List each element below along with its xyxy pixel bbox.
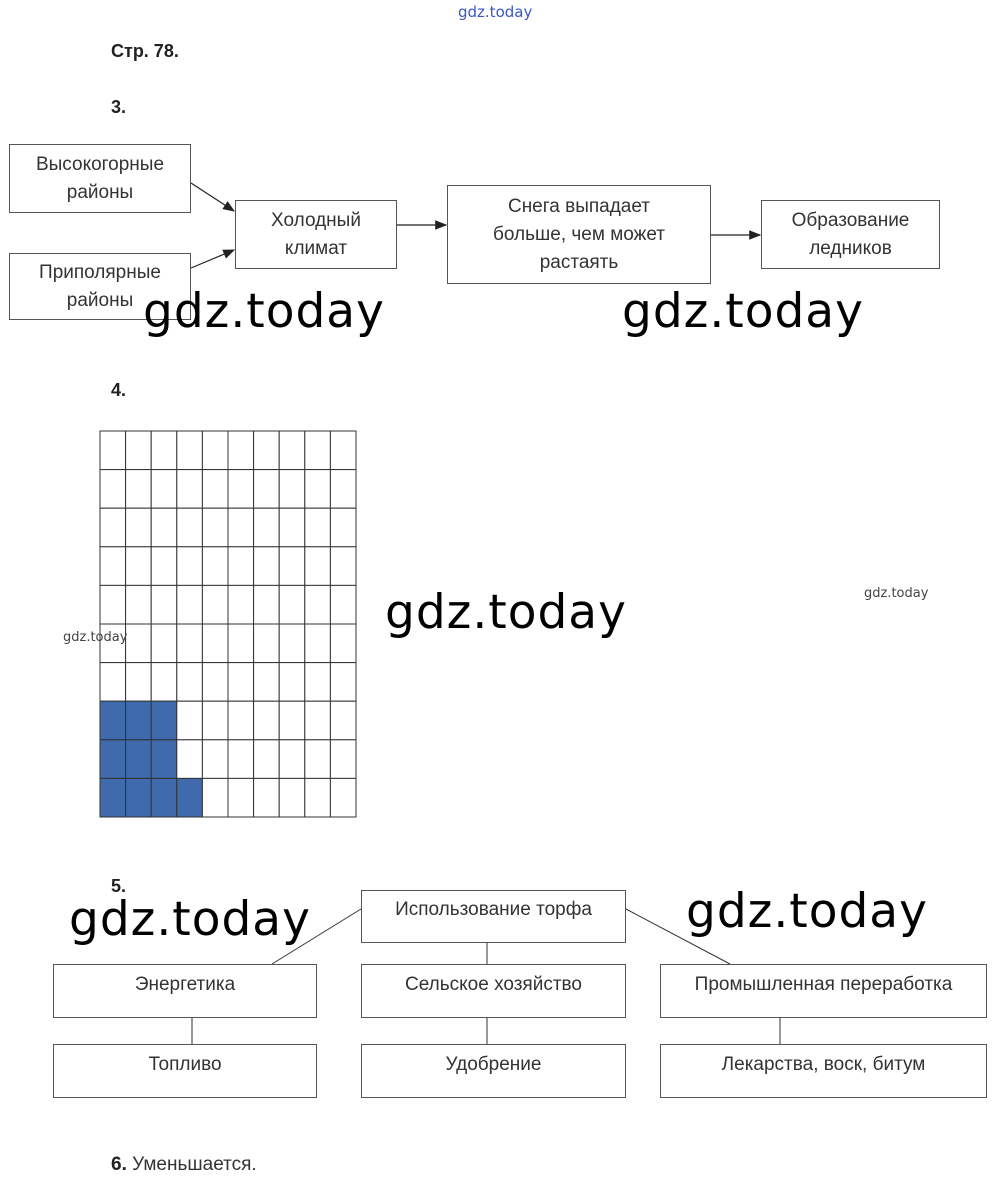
grid-cell: [151, 431, 177, 470]
grid-cell: [279, 663, 305, 702]
grid-cell: [305, 740, 331, 779]
box-subpolar: Приполярные районы: [9, 253, 191, 320]
grid-cell: [177, 624, 203, 663]
grid-cell: [126, 547, 152, 586]
box-medicines: Лекарства, воск, битум: [660, 1044, 987, 1098]
grid-cell: [330, 663, 356, 702]
grid-cell: [126, 624, 152, 663]
grid-cell: [100, 508, 126, 547]
grid-cell-filled: [177, 778, 203, 817]
grid-cell-filled: [151, 701, 177, 740]
grid-cell: [330, 778, 356, 817]
box-highland: Высокогорные районы: [9, 144, 191, 213]
grid-cell: [100, 585, 126, 624]
grid-cell: [254, 470, 280, 509]
box-fuel: Топливо: [53, 1044, 317, 1098]
grid-cell: [279, 701, 305, 740]
grid-cell-filled: [100, 701, 126, 740]
grid-cell: [202, 547, 228, 586]
grid-cell: [228, 701, 254, 740]
grid-cell: [330, 547, 356, 586]
box-peat-usage: Использование торфа: [361, 890, 626, 943]
grid-cell: [126, 663, 152, 702]
watermark-4: gdz.today: [69, 892, 311, 947]
grid-cell: [279, 547, 305, 586]
grid-cell: [254, 585, 280, 624]
grid-cell: [228, 663, 254, 702]
grid-cell: [151, 624, 177, 663]
arrow-subpolar-to-cold: [191, 250, 234, 268]
grid-cell: [228, 547, 254, 586]
grid-cell: [228, 624, 254, 663]
watermark-small-left: gdz.today: [63, 630, 128, 645]
grid-cell: [100, 431, 126, 470]
grid-cell: [305, 663, 331, 702]
grid-cell: [279, 470, 305, 509]
box-industry: Промышленная переработка: [660, 964, 987, 1018]
grid-cell: [177, 663, 203, 702]
grid-cell: [330, 701, 356, 740]
grid-cell: [305, 508, 331, 547]
grid-cell: [126, 508, 152, 547]
task6-number: 6.: [111, 1154, 127, 1175]
watermark-1: gdz.today: [143, 284, 385, 339]
box-glaciers: Образование ледников: [761, 200, 940, 269]
grid-cell-filled: [100, 740, 126, 779]
grid-cell: [177, 508, 203, 547]
task6-line: [111, 1154, 257, 1176]
grid-cell: [177, 585, 203, 624]
grid-cell: [305, 585, 331, 624]
grid-cell: [151, 470, 177, 509]
grid-cell-filled: [151, 740, 177, 779]
grid-cell: [305, 624, 331, 663]
watermark-small-right: gdz.today: [864, 586, 929, 601]
grid-cell: [202, 624, 228, 663]
watermark-top: gdz.today: [458, 3, 533, 21]
grid-cell: [202, 740, 228, 779]
grid-cell: [305, 470, 331, 509]
task3-number: 3.: [111, 97, 127, 117]
grid-cell: [202, 470, 228, 509]
box-fertilizer: Удобрение: [361, 1044, 626, 1098]
grid-cell: [151, 547, 177, 586]
grid-cell: [177, 470, 203, 509]
grid-cell: [305, 431, 331, 470]
grid-cell: [279, 624, 305, 663]
grid-cell: [100, 663, 126, 702]
grid-cell: [254, 663, 280, 702]
grid-cell: [254, 547, 280, 586]
grid-cell: [228, 470, 254, 509]
grid-cell: [151, 663, 177, 702]
grid-cell: [279, 778, 305, 817]
grid-cell: [202, 663, 228, 702]
task4-number: 4.: [111, 380, 127, 400]
grid-cell: [305, 701, 331, 740]
grid-cell: [228, 508, 254, 547]
grid-cell: [305, 547, 331, 586]
grid-cell: [228, 585, 254, 624]
grid-cell: [202, 701, 228, 740]
grid-cell: [202, 585, 228, 624]
grid-cell: [254, 740, 280, 779]
grid-cell: [305, 778, 331, 817]
grid-cell: [330, 740, 356, 779]
grid-cell: [202, 508, 228, 547]
grid-cell: [279, 585, 305, 624]
grid-cell: [100, 470, 126, 509]
grid-cell: [330, 585, 356, 624]
grid-cell: [228, 431, 254, 470]
grid-cell: [279, 508, 305, 547]
task6-answer: Уменьшается.: [132, 1154, 257, 1175]
grid-cell: [202, 431, 228, 470]
grid-cell: [330, 470, 356, 509]
grid-cell: [177, 740, 203, 779]
grid-cell-filled: [151, 778, 177, 817]
box-cold-climate: Холодный климат: [235, 200, 397, 269]
watermark-5: gdz.today: [686, 884, 928, 939]
grid-cell: [254, 778, 280, 817]
box-agriculture: Сельское хозяйство: [361, 964, 626, 1018]
grid-cell: [126, 470, 152, 509]
grid-cell: [254, 508, 280, 547]
grid-cell: [151, 508, 177, 547]
grid-cell-filled: [126, 701, 152, 740]
box-energy: Энергетика: [53, 964, 317, 1018]
box-snow: Снега выпадает больше, чем может растаять: [447, 185, 711, 284]
grid-cell: [151, 585, 177, 624]
grid-cell-filled: [100, 778, 126, 817]
arrow-highland-to-cold: [191, 183, 234, 211]
grid-cell: [177, 431, 203, 470]
watermark-2: gdz.today: [622, 284, 864, 339]
grid-cell: [228, 778, 254, 817]
grid-cell: [177, 547, 203, 586]
grid-cell: [100, 547, 126, 586]
grid-cell: [254, 431, 280, 470]
grid-cell: [279, 740, 305, 779]
grid-cell: [330, 431, 356, 470]
grid-cell-filled: [126, 740, 152, 779]
watermark-3: gdz.today: [385, 585, 627, 640]
task5-number: 5.: [111, 876, 127, 896]
grid-cell: [254, 624, 280, 663]
page-label: Стр. 78.: [111, 41, 179, 61]
grid-cell: [202, 778, 228, 817]
grid-cell: [254, 701, 280, 740]
grid-cell-filled: [126, 778, 152, 817]
grid-cell: [330, 624, 356, 663]
hundred-square-grid: [99, 430, 357, 818]
grid-cell: [126, 585, 152, 624]
grid-cell: [330, 508, 356, 547]
grid-cell: [279, 431, 305, 470]
grid-cell: [228, 740, 254, 779]
grid-cell: [177, 701, 203, 740]
grid-cell: [126, 431, 152, 470]
